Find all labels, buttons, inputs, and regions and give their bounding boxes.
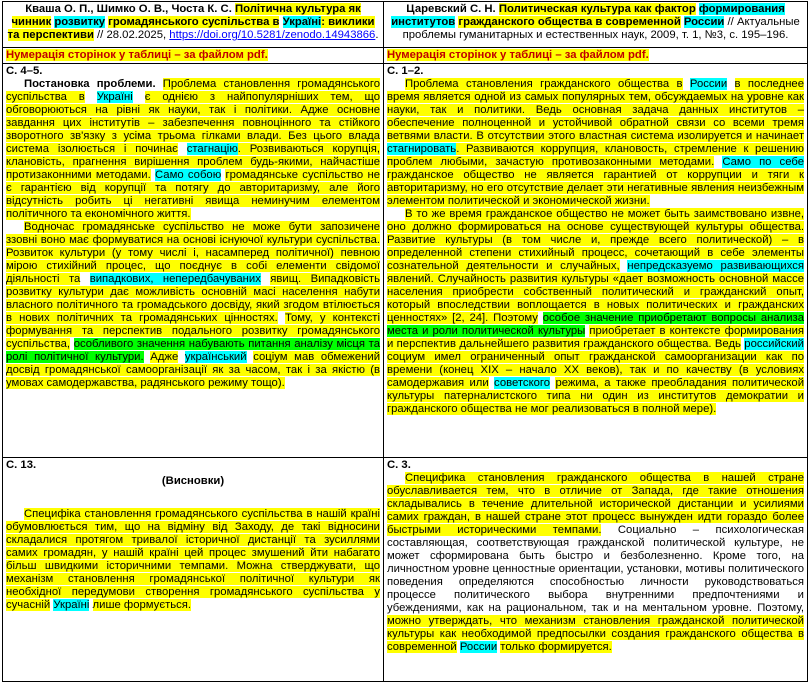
right-paragraph [387,472,804,654]
highlight-span: український [184,351,247,363]
section-lead: Постановка проблеми. [24,78,156,90]
comparison-row-1 [3,64,808,458]
right-title-part: гражданского общества в современной [458,16,681,28]
right-author: Царевский С. Н. [406,3,496,15]
highlight-span: Україні [53,599,90,611]
left-page-ref: С. 13. [6,459,37,471]
highlight-span: випадкових, непередбачуваних [89,273,261,285]
left-source-cell [3,2,384,48]
text-span: социум имел ограниченный опыт гражданской самоорганизации как по времени (конец XIX – начало XX веков), так и по качеству (в условиях самодержавия или [387,351,804,389]
header-row [3,2,808,48]
right-source-cell [384,2,808,48]
right-page-ref: С. 1–2. [387,65,424,77]
highlight-span: советского [494,377,551,389]
right-text-cell-2 [384,458,808,682]
text-span: Водночас громадянське суспільство не може бути запозичене ззовні воно має формуватися на основі існуючої культури суспільства. Розвиток культури (у тому числі і, насамперед політичної) певною мірою стихійний процес, що поєднує в собі елементи свідомої діяльності та [6,221,380,285]
left-date: // 28.02.2025, [97,29,167,41]
left-title-highlight: Україні [282,16,322,28]
highlight-span: Само собою [155,169,222,181]
text-span: Социально – психологическая составляющая, соответствующая гражданской политической культуре, не может сформирована быть быстро и безболезненно. Кроме того, на личностном уровне ценностные ориентации, установки, мотивы политического поведения определяются способностью личности руководствоваться процессе политического выбора внутренними предпочтениями и убеждениями, как на рациональном, так и на ментальном уровне. Поэтому, [387,524,804,614]
highlight-span: России [689,78,728,90]
numbering-note: Нумерація сторінок у таблиці – за файлом pdf. [387,49,649,61]
text-span: . Развиваются коррупция, клановость, стремление к решению проблем любыми, зачастую противозаконными методами. [387,143,804,168]
left-title-part: громадянського суспільства в [108,16,280,28]
highlight-span: России [459,641,498,653]
left-doi-link[interactable]: https://doi.org/10.5281/zenodo.14943866 [169,29,376,41]
text-span: режима, а также преобладания политической культуры патерналистского типа ни один из институтов демократии и гражданского общества не мог реализоваться в полной мере). [387,377,805,415]
text-span: явищ. Випадковість розвитку культури дає можливість основній масі населення набути власного політичного та громадського досвіду, який згодом втілюється в нових політичних та громадянських цінностях. [6,273,380,324]
right-note [384,48,808,64]
highlight-span: стагнировать [387,143,457,155]
text-span: соціум мав обмежений досвід громадянської самоорганізації як за часом, так і за якістю (в умовах самодержавства, радянського режиму тощо). [6,351,381,389]
right-source: // Актуальные проблемы гуманитарных и естественных наук, 2009, т. 1, №3, с. 195–196. [402,16,800,41]
right-text-cell-1 [384,64,808,458]
right-title-highlight: формирования институтов [391,3,785,28]
highlight-span: непредсказуемо развивающихся [627,260,804,272]
text-span: только формируется. [500,641,612,653]
text-span: Проблема становлення громадянського суспільства в [6,78,380,103]
text-span: в последнее время является одной из самых популярных тем, обсуждаемых на уровне как науки, так и политики. Ведь основная задача данных институтов – обеспечение полноценной и устойчивой обратной связи со всеми тремя ветвями власти. В отсутствии этого властная система изолируется и начинает [387,78,804,142]
text-span: Специфіка становлення громадянського суспільства в нашій країні обумовлюється тим, що на відміну від Заходу, де такі відносини складалися протягом тривалої історичної дистанції та зусиллями самих громадян, у нашій країні цей процес змушений йти набагато більш швидкими історичними темпами. Можна стверджувати, що механізм становлення громадянської політичної культури як необхідної передумови створення громадянського суспільства у сучасній [6,508,380,611]
left-title-part: : виклики та перспективи [7,16,375,41]
highlight-span: стагнацію [186,143,238,155]
text-span: В то же время гражданское общество не может быть заимствовано извне, оно должно формироваться на основе существующей культуры общества. Развитие культуры (в том числе и, прежде всего политической) – в определенной степени стихийный процесс, сочетающий в себе элементы сознательной деятельности и случайных, [387,208,804,272]
left-note [3,48,384,64]
text-span: явлений. Случайность развития культуры «дает возможность основной массе населения приобрести собственный политический и гражданский опыт, который впоследствии воплощается в новых политических и гражданских ценностях» [2, 24]. Поэтому [387,273,804,324]
right-page-ref: С. 3. [387,459,411,471]
text-span: гражданское общество не является гарантией от коррупции и тяги к авторитаризму, но его отсутствие делает эти негативные явления неизбежным элементом политической и экономической жизни. [387,169,804,207]
numbering-note: Нумерація сторінок у таблиці – за файлом pdf. [6,49,268,61]
left-page-ref: С. 4–5. [6,65,43,77]
right-paragraph [387,208,804,416]
text-span: Тому, у контексті формування та перспектив подального розвитку громадянського суспільства, [6,312,380,350]
left-paragraph [6,78,380,221]
note-row [3,48,808,64]
text-span: приобретает в контексте формирования и перспектив дальнейшего развития гражданского общества. Ведь [387,325,805,350]
right-title-highlight: России [683,16,725,28]
left-authors: Кваша О. П., Шимко О. В., Чоста К. С. [25,3,232,15]
text-span: є однією з найпопулярніших тем, що обговорюються на рівні як науки, так і політики. Адже основне завдання цих інститутів – забезпечення повноцінного та стійкого зворотного зв'язку з усіма трьома гілками влади. Без цього влада система ізолюється і починає [6,91,380,155]
text-span: можно утверждать, что механизм становления гражданской политической культуры как необходимой предпосылки создания гражданского общества в современной [387,615,804,653]
left-text-cell-1 [3,64,384,458]
green-highlight-span: особое значение приобретают вопросы анализа места и роли политической культуры [387,312,804,337]
text-span: Адже [150,351,179,363]
left-title-part: Політична культура як чинник [11,3,361,28]
comparison-row-2 [3,458,808,682]
green-highlight-span: особливого значення набувають питання аналізу місця та ролі політичної культури. [6,338,380,363]
text-span: . Розвиваються корупція, клановість, прагнення вирішення проблем будь-якими, найчастіше протизаконними методами. [6,143,380,181]
left-title-highlight: розвитку [54,16,106,28]
highlight-span: Само по себе [722,156,804,168]
text-span: Специфика становления гражданского общества в нашей стране обуславливается тем, что в отличие от Запада, где такие отношения складывались в течение длительной исторической дистанции и усилиями самих граждан, в нашей стране этот процесс вынужден идти гораздо более быстрыми историческими темпами. [387,472,804,536]
text-span: лише формується. [92,599,192,611]
text-span: Проблема становления гражданского общества в [405,78,683,90]
comparison-table [2,1,808,682]
right-title-part: Политическая культура как фактор [498,3,696,15]
left-paragraph [6,508,380,612]
highlight-span: Україні [96,91,133,103]
conclusions-heading: (Висновки) [161,475,225,487]
left-doi-end: . [375,29,379,41]
right-paragraph [387,78,804,208]
highlight-span: российский [744,338,804,350]
text-span: громадянське суспільство не є гарантією від корупції та потягу до авторитаризму, але його відсутність робить ці негативні явища неминучим елементом політичного та економічного життя. [6,169,381,220]
left-paragraph [6,221,380,390]
left-text-cell-2 [3,458,384,682]
